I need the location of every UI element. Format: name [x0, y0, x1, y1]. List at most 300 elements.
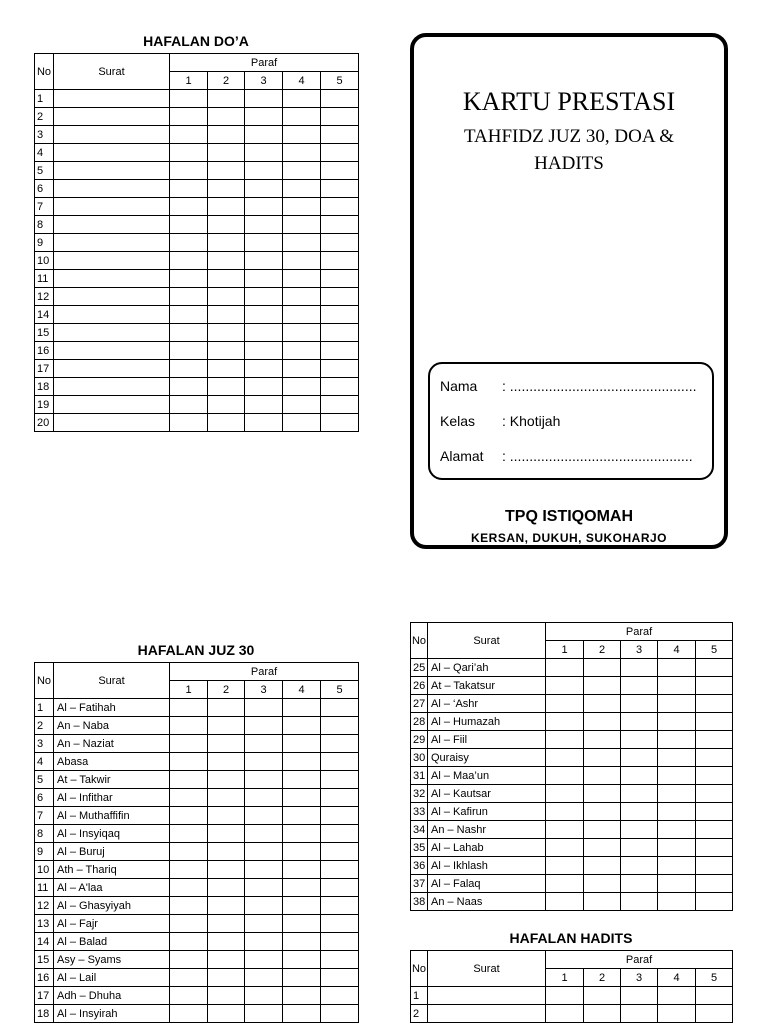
- paraf-cell[interactable]: [283, 879, 321, 897]
- paraf-cell[interactable]: [245, 789, 283, 807]
- paraf-cell[interactable]: [321, 753, 359, 771]
- paraf-cell[interactable]: [245, 879, 283, 897]
- paraf-cell[interactable]: [658, 677, 696, 695]
- paraf-cell[interactable]: [321, 951, 359, 969]
- paraf-cell[interactable]: [283, 144, 321, 162]
- paraf-cell[interactable]: [321, 180, 359, 198]
- paraf-cell[interactable]: [245, 216, 283, 234]
- paraf-cell[interactable]: [621, 767, 658, 785]
- paraf-cell[interactable]: [621, 893, 658, 911]
- paraf-cell[interactable]: [208, 735, 245, 753]
- paraf-cell[interactable]: [283, 861, 321, 879]
- paraf-cell[interactable]: [208, 771, 245, 789]
- paraf-cell[interactable]: [245, 1005, 283, 1023]
- table-row: [35, 270, 359, 288]
- paraf-cell[interactable]: [621, 731, 658, 749]
- paraf-cell[interactable]: [170, 843, 208, 861]
- paraf-cell[interactable]: [584, 731, 621, 749]
- paraf-cell[interactable]: [283, 306, 321, 324]
- paraf-cell[interactable]: [696, 785, 733, 803]
- paraf-cell[interactable]: [283, 252, 321, 270]
- paraf-cell[interactable]: [321, 735, 359, 753]
- paraf-cell[interactable]: [621, 677, 658, 695]
- paraf-cell[interactable]: [283, 234, 321, 252]
- paraf-cell[interactable]: [321, 987, 359, 1005]
- paraf-cell[interactable]: [208, 897, 245, 915]
- paraf-cell[interactable]: [208, 753, 245, 771]
- paraf-cell[interactable]: [621, 803, 658, 821]
- row-number: 14: [35, 933, 54, 951]
- paraf-cell[interactable]: [321, 933, 359, 951]
- paraf-cell[interactable]: [208, 699, 245, 717]
- paraf-cell[interactable]: [696, 1005, 733, 1023]
- paraf-cell[interactable]: [245, 843, 283, 861]
- paraf-cell[interactable]: [584, 893, 621, 911]
- paraf-cell[interactable]: [546, 987, 584, 1005]
- row-number: 12: [35, 897, 54, 915]
- paraf-cell[interactable]: [208, 825, 245, 843]
- paraf-cell[interactable]: [546, 677, 584, 695]
- paraf-cell[interactable]: [658, 659, 696, 677]
- paraf-cell[interactable]: [283, 378, 321, 396]
- paraf-cell[interactable]: [321, 108, 359, 126]
- paraf-cell[interactable]: [696, 677, 733, 695]
- paraf-cell[interactable]: [283, 915, 321, 933]
- paraf-cell[interactable]: [696, 731, 733, 749]
- paraf-cell[interactable]: [283, 270, 321, 288]
- paraf-cell[interactable]: [283, 324, 321, 342]
- paraf-cell[interactable]: [170, 717, 208, 735]
- paraf-cell[interactable]: [283, 198, 321, 216]
- paraf-cell[interactable]: [584, 749, 621, 767]
- paraf-cell[interactable]: [245, 180, 283, 198]
- paraf-cell[interactable]: [245, 861, 283, 879]
- paraf-cell[interactable]: [321, 378, 359, 396]
- paraf-cell[interactable]: [245, 360, 283, 378]
- paraf-cell[interactable]: [658, 785, 696, 803]
- paraf-cell[interactable]: [208, 933, 245, 951]
- paraf-cell[interactable]: [546, 659, 584, 677]
- paraf-cell[interactable]: [170, 915, 208, 933]
- paraf-cell[interactable]: [283, 789, 321, 807]
- paraf-cell[interactable]: [208, 378, 245, 396]
- paraf-cell[interactable]: [546, 713, 584, 731]
- paraf-cell[interactable]: [658, 749, 696, 767]
- paraf-cell[interactable]: [321, 915, 359, 933]
- paraf-cell[interactable]: [321, 969, 359, 987]
- paraf-cell[interactable]: [245, 699, 283, 717]
- paraf-cell[interactable]: [170, 771, 208, 789]
- paraf-cell[interactable]: [321, 90, 359, 108]
- paraf-cell[interactable]: [170, 126, 208, 144]
- paraf-cell[interactable]: [584, 839, 621, 857]
- paraf-cell[interactable]: [658, 1005, 696, 1023]
- paraf-cell[interactable]: [208, 789, 245, 807]
- paraf-cell[interactable]: [245, 108, 283, 126]
- paraf-cell[interactable]: [283, 180, 321, 198]
- table-row: [411, 893, 733, 911]
- paraf-cell[interactable]: [208, 306, 245, 324]
- paraf-cell[interactable]: [696, 749, 733, 767]
- paraf-cell[interactable]: [283, 951, 321, 969]
- paraf-cell[interactable]: [321, 324, 359, 342]
- hadits-table: [410, 950, 733, 1023]
- surat-cell: Al – Qari’ah: [428, 659, 546, 677]
- paraf-cell[interactable]: [321, 216, 359, 234]
- paraf-cell[interactable]: [321, 717, 359, 735]
- paraf-cell[interactable]: [208, 807, 245, 825]
- paraf-cell[interactable]: [321, 198, 359, 216]
- paraf-cell[interactable]: [696, 893, 733, 911]
- paraf-cell[interactable]: [170, 807, 208, 825]
- paraf-cell[interactable]: [170, 306, 208, 324]
- paraf-cell[interactable]: [321, 360, 359, 378]
- paraf-cell[interactable]: [208, 987, 245, 1005]
- paraf-cell[interactable]: [584, 659, 621, 677]
- paraf-cell[interactable]: [696, 713, 733, 731]
- paraf-cell[interactable]: [283, 825, 321, 843]
- paraf-cell[interactable]: [208, 126, 245, 144]
- paraf-cell[interactable]: [658, 803, 696, 821]
- paraf-cell[interactable]: [245, 717, 283, 735]
- paraf-cell[interactable]: [584, 677, 621, 695]
- table-row: [411, 857, 733, 875]
- paraf-cell[interactable]: [170, 969, 208, 987]
- paraf-cell[interactable]: [208, 270, 245, 288]
- paraf-cell[interactable]: [170, 90, 208, 108]
- paraf-cell[interactable]: [245, 234, 283, 252]
- paraf-cell[interactable]: [170, 144, 208, 162]
- paraf-cell[interactable]: [208, 717, 245, 735]
- paraf-cell[interactable]: [696, 803, 733, 821]
- row-number: 15: [35, 324, 54, 342]
- row-number: 16: [35, 342, 54, 360]
- paraf-cell[interactable]: [584, 713, 621, 731]
- paraf-cell[interactable]: [170, 360, 208, 378]
- paraf-cell[interactable]: [245, 771, 283, 789]
- kelas-field[interactable]: : Khotijah: [502, 413, 561, 429]
- paraf-cell[interactable]: [584, 695, 621, 713]
- table-row: [35, 861, 359, 879]
- paraf-cell[interactable]: [245, 90, 283, 108]
- paraf-cell[interactable]: [658, 839, 696, 857]
- surat-cell: Abasa: [54, 753, 170, 771]
- paraf-cell[interactable]: [546, 695, 584, 713]
- table-row: [35, 987, 359, 1005]
- paraf-cell[interactable]: [321, 699, 359, 717]
- paraf-cell[interactable]: [658, 857, 696, 875]
- paraf-cell[interactable]: [245, 324, 283, 342]
- paraf-cell[interactable]: [170, 288, 208, 306]
- paraf-cell[interactable]: [208, 288, 245, 306]
- surat-cell: Al – Infithar: [54, 789, 170, 807]
- paraf-cell[interactable]: [208, 342, 245, 360]
- table-row: [35, 90, 359, 108]
- paraf-cell[interactable]: [696, 659, 733, 677]
- paraf-cell[interactable]: [546, 893, 584, 911]
- paraf-cell[interactable]: [245, 396, 283, 414]
- paraf-cell[interactable]: [208, 879, 245, 897]
- paraf-cell[interactable]: [546, 803, 584, 821]
- paraf-cell[interactable]: [245, 951, 283, 969]
- paraf-cell[interactable]: [621, 713, 658, 731]
- paraf-cell[interactable]: [170, 897, 208, 915]
- nama-field[interactable]: : ................................................: [502, 378, 697, 394]
- paraf-cell[interactable]: [321, 342, 359, 360]
- paraf-cell[interactable]: [321, 897, 359, 915]
- paraf-cell[interactable]: [245, 198, 283, 216]
- paraf-cell[interactable]: [283, 288, 321, 306]
- paraf-cell[interactable]: [696, 767, 733, 785]
- paraf-cell[interactable]: [321, 789, 359, 807]
- paraf-cell[interactable]: [170, 252, 208, 270]
- row-number: 18: [35, 1005, 54, 1023]
- surat-cell: Al – Buruj: [54, 843, 170, 861]
- paraf-cell[interactable]: [321, 414, 359, 432]
- paraf-cell[interactable]: [170, 1005, 208, 1023]
- paraf-cell[interactable]: [245, 987, 283, 1005]
- paraf-cell[interactable]: [621, 875, 658, 893]
- paraf-cell[interactable]: [658, 695, 696, 713]
- paraf-cell[interactable]: [170, 879, 208, 897]
- paraf-cell[interactable]: [283, 771, 321, 789]
- paraf-cell[interactable]: [321, 288, 359, 306]
- paraf-cell[interactable]: [283, 1005, 321, 1023]
- paraf-cell[interactable]: [283, 969, 321, 987]
- paraf-cell[interactable]: [321, 270, 359, 288]
- paraf-cell[interactable]: [170, 108, 208, 126]
- paraf-cell[interactable]: [245, 825, 283, 843]
- paraf-cell[interactable]: [283, 843, 321, 861]
- paraf-cell[interactable]: [584, 821, 621, 839]
- paraf-cell[interactable]: [170, 396, 208, 414]
- paraf-cell[interactable]: [546, 785, 584, 803]
- paraf-cell[interactable]: [321, 1005, 359, 1023]
- paraf-cell[interactable]: [696, 875, 733, 893]
- paraf-cell[interactable]: [208, 414, 245, 432]
- paraf-cell[interactable]: [170, 198, 208, 216]
- paraf-cell[interactable]: [658, 821, 696, 839]
- paraf-cell[interactable]: [546, 875, 584, 893]
- paraf-cell[interactable]: [283, 342, 321, 360]
- paraf-cell[interactable]: [621, 839, 658, 857]
- row-number: 5: [35, 162, 54, 180]
- paraf-cell[interactable]: [245, 306, 283, 324]
- paraf-cell[interactable]: [283, 717, 321, 735]
- paraf-cell[interactable]: [621, 785, 658, 803]
- paraf-cell[interactable]: [546, 767, 584, 785]
- paraf-cell[interactable]: [208, 324, 245, 342]
- paraf-cell[interactable]: [170, 342, 208, 360]
- paraf-cell[interactable]: [696, 987, 733, 1005]
- paraf-cell[interactable]: [245, 144, 283, 162]
- paraf-cell[interactable]: [658, 731, 696, 749]
- paraf-cell[interactable]: [321, 879, 359, 897]
- paraf-cell[interactable]: [170, 753, 208, 771]
- paraf-cell[interactable]: [283, 396, 321, 414]
- paraf-cell[interactable]: [321, 771, 359, 789]
- paraf-cell[interactable]: [584, 1005, 621, 1023]
- paraf-cell[interactable]: [546, 857, 584, 875]
- row-number: 36: [411, 857, 428, 875]
- alamat-field[interactable]: : ...............................................: [502, 448, 693, 464]
- paraf-cell[interactable]: [170, 861, 208, 879]
- paraf-cell[interactable]: [208, 861, 245, 879]
- paraf-cell[interactable]: [208, 951, 245, 969]
- paraf-cell[interactable]: [621, 821, 658, 839]
- paraf-cell[interactable]: [208, 144, 245, 162]
- paraf-cell[interactable]: [245, 270, 283, 288]
- paraf-cell[interactable]: [245, 807, 283, 825]
- paraf-cell[interactable]: [170, 216, 208, 234]
- paraf-cell[interactable]: [245, 414, 283, 432]
- paraf-cell[interactable]: [170, 414, 208, 432]
- paraf-cell[interactable]: [245, 933, 283, 951]
- paraf-cell[interactable]: [321, 252, 359, 270]
- paraf-cell[interactable]: [283, 414, 321, 432]
- paraf-cell[interactable]: [546, 1005, 584, 1023]
- paraf-cell[interactable]: [170, 735, 208, 753]
- row-number: 3: [35, 126, 54, 144]
- surat-cell: Al – Humazah: [428, 713, 546, 731]
- paraf-cell[interactable]: [321, 807, 359, 825]
- paraf-cell[interactable]: [208, 915, 245, 933]
- paraf-cell[interactable]: [245, 252, 283, 270]
- surat-cell: Al – Balad: [54, 933, 170, 951]
- paraf-cell[interactable]: [283, 753, 321, 771]
- paraf-cell[interactable]: [283, 933, 321, 951]
- paraf-cell[interactable]: [170, 825, 208, 843]
- paraf-cell[interactable]: [658, 893, 696, 911]
- paraf-cell[interactable]: [245, 897, 283, 915]
- paraf-cell[interactable]: [170, 933, 208, 951]
- paraf-cell[interactable]: [245, 735, 283, 753]
- paraf-cell[interactable]: [170, 987, 208, 1005]
- paraf-cell[interactable]: [283, 699, 321, 717]
- paraf-cell[interactable]: [170, 789, 208, 807]
- row-number: 19: [35, 396, 54, 414]
- paraf-cell[interactable]: [658, 713, 696, 731]
- paraf-cell[interactable]: [321, 825, 359, 843]
- paraf-cell[interactable]: [546, 839, 584, 857]
- paraf-cell[interactable]: [208, 198, 245, 216]
- paraf-cell[interactable]: [170, 324, 208, 342]
- paraf-cell[interactable]: [696, 857, 733, 875]
- paraf-cell[interactable]: [621, 659, 658, 677]
- paraf-cell[interactable]: [584, 857, 621, 875]
- surat-cell: An – Naas: [428, 893, 546, 911]
- paraf-cell[interactable]: [584, 767, 621, 785]
- paraf-cell[interactable]: [208, 843, 245, 861]
- row-number: 5: [35, 771, 54, 789]
- paraf-cell[interactable]: [321, 144, 359, 162]
- paraf-cell[interactable]: [170, 162, 208, 180]
- paraf-cell[interactable]: [170, 951, 208, 969]
- paraf-cell[interactable]: [208, 234, 245, 252]
- paraf-cell[interactable]: [283, 126, 321, 144]
- paraf-cell[interactable]: [621, 749, 658, 767]
- paraf-cell[interactable]: [621, 1005, 658, 1023]
- paraf-cell[interactable]: [283, 360, 321, 378]
- paraf-cell[interactable]: [546, 731, 584, 749]
- paraf-cell[interactable]: [283, 90, 321, 108]
- paraf-cell[interactable]: [208, 180, 245, 198]
- paraf-cell[interactable]: [321, 162, 359, 180]
- paraf-cell[interactable]: [283, 897, 321, 915]
- paraf-cell[interactable]: [621, 695, 658, 713]
- paraf-cell[interactable]: [208, 90, 245, 108]
- paraf-cell[interactable]: [696, 839, 733, 857]
- paraf-cell[interactable]: [283, 162, 321, 180]
- paraf-cell[interactable]: [321, 306, 359, 324]
- paraf-cell[interactable]: [208, 396, 245, 414]
- paraf-cell[interactable]: [321, 861, 359, 879]
- paraf-cell[interactable]: [208, 108, 245, 126]
- paraf-cell[interactable]: [696, 821, 733, 839]
- paraf-cell[interactable]: [658, 987, 696, 1005]
- paraf-cell[interactable]: [245, 969, 283, 987]
- surat-cell: Al – Lahab: [428, 839, 546, 857]
- paraf-cell[interactable]: [584, 875, 621, 893]
- row-number: 16: [35, 969, 54, 987]
- paraf-cell[interactable]: [170, 699, 208, 717]
- row-number: 9: [35, 843, 54, 861]
- paraf-cell[interactable]: [208, 1005, 245, 1023]
- paraf-col-5: 5: [321, 72, 359, 90]
- col-header-paraf: Paraf: [170, 54, 359, 72]
- paraf-cell[interactable]: [170, 234, 208, 252]
- paraf-cell[interactable]: [283, 108, 321, 126]
- paraf-cell[interactable]: [621, 987, 658, 1005]
- paraf-cell[interactable]: [584, 785, 621, 803]
- paraf-cell[interactable]: [696, 695, 733, 713]
- paraf-cell[interactable]: [208, 162, 245, 180]
- paraf-cell[interactable]: [208, 360, 245, 378]
- paraf-cell[interactable]: [245, 342, 283, 360]
- paraf-cell[interactable]: [546, 821, 584, 839]
- table-row: [411, 659, 733, 677]
- paraf-cell[interactable]: [658, 767, 696, 785]
- paraf-cell[interactable]: [321, 234, 359, 252]
- paraf-cell[interactable]: [621, 857, 658, 875]
- paraf-cell[interactable]: [170, 378, 208, 396]
- paraf-cell[interactable]: [170, 180, 208, 198]
- paraf-cell[interactable]: [245, 126, 283, 144]
- paraf-cell[interactable]: [245, 378, 283, 396]
- paraf-col-4: 4: [283, 72, 321, 90]
- paraf-cell[interactable]: [584, 803, 621, 821]
- paraf-cell[interactable]: [283, 987, 321, 1005]
- paraf-cell[interactable]: [584, 987, 621, 1005]
- paraf-cell[interactable]: [245, 162, 283, 180]
- paraf-cell[interactable]: [321, 126, 359, 144]
- paraf-cell[interactable]: [170, 270, 208, 288]
- surat-cell: [54, 216, 170, 234]
- paraf-cell[interactable]: [321, 396, 359, 414]
- paraf-cell[interactable]: [321, 843, 359, 861]
- paraf-cell[interactable]: [245, 915, 283, 933]
- paraf-cell[interactable]: [208, 252, 245, 270]
- paraf-cell[interactable]: [245, 288, 283, 306]
- paraf-cell[interactable]: [283, 216, 321, 234]
- paraf-cell[interactable]: [245, 753, 283, 771]
- paraf-cell[interactable]: [283, 807, 321, 825]
- paraf-cell[interactable]: [208, 216, 245, 234]
- paraf-cell[interactable]: [208, 969, 245, 987]
- paraf-cell[interactable]: [658, 875, 696, 893]
- paraf-cell[interactable]: [283, 735, 321, 753]
- paraf-cell[interactable]: [546, 749, 584, 767]
